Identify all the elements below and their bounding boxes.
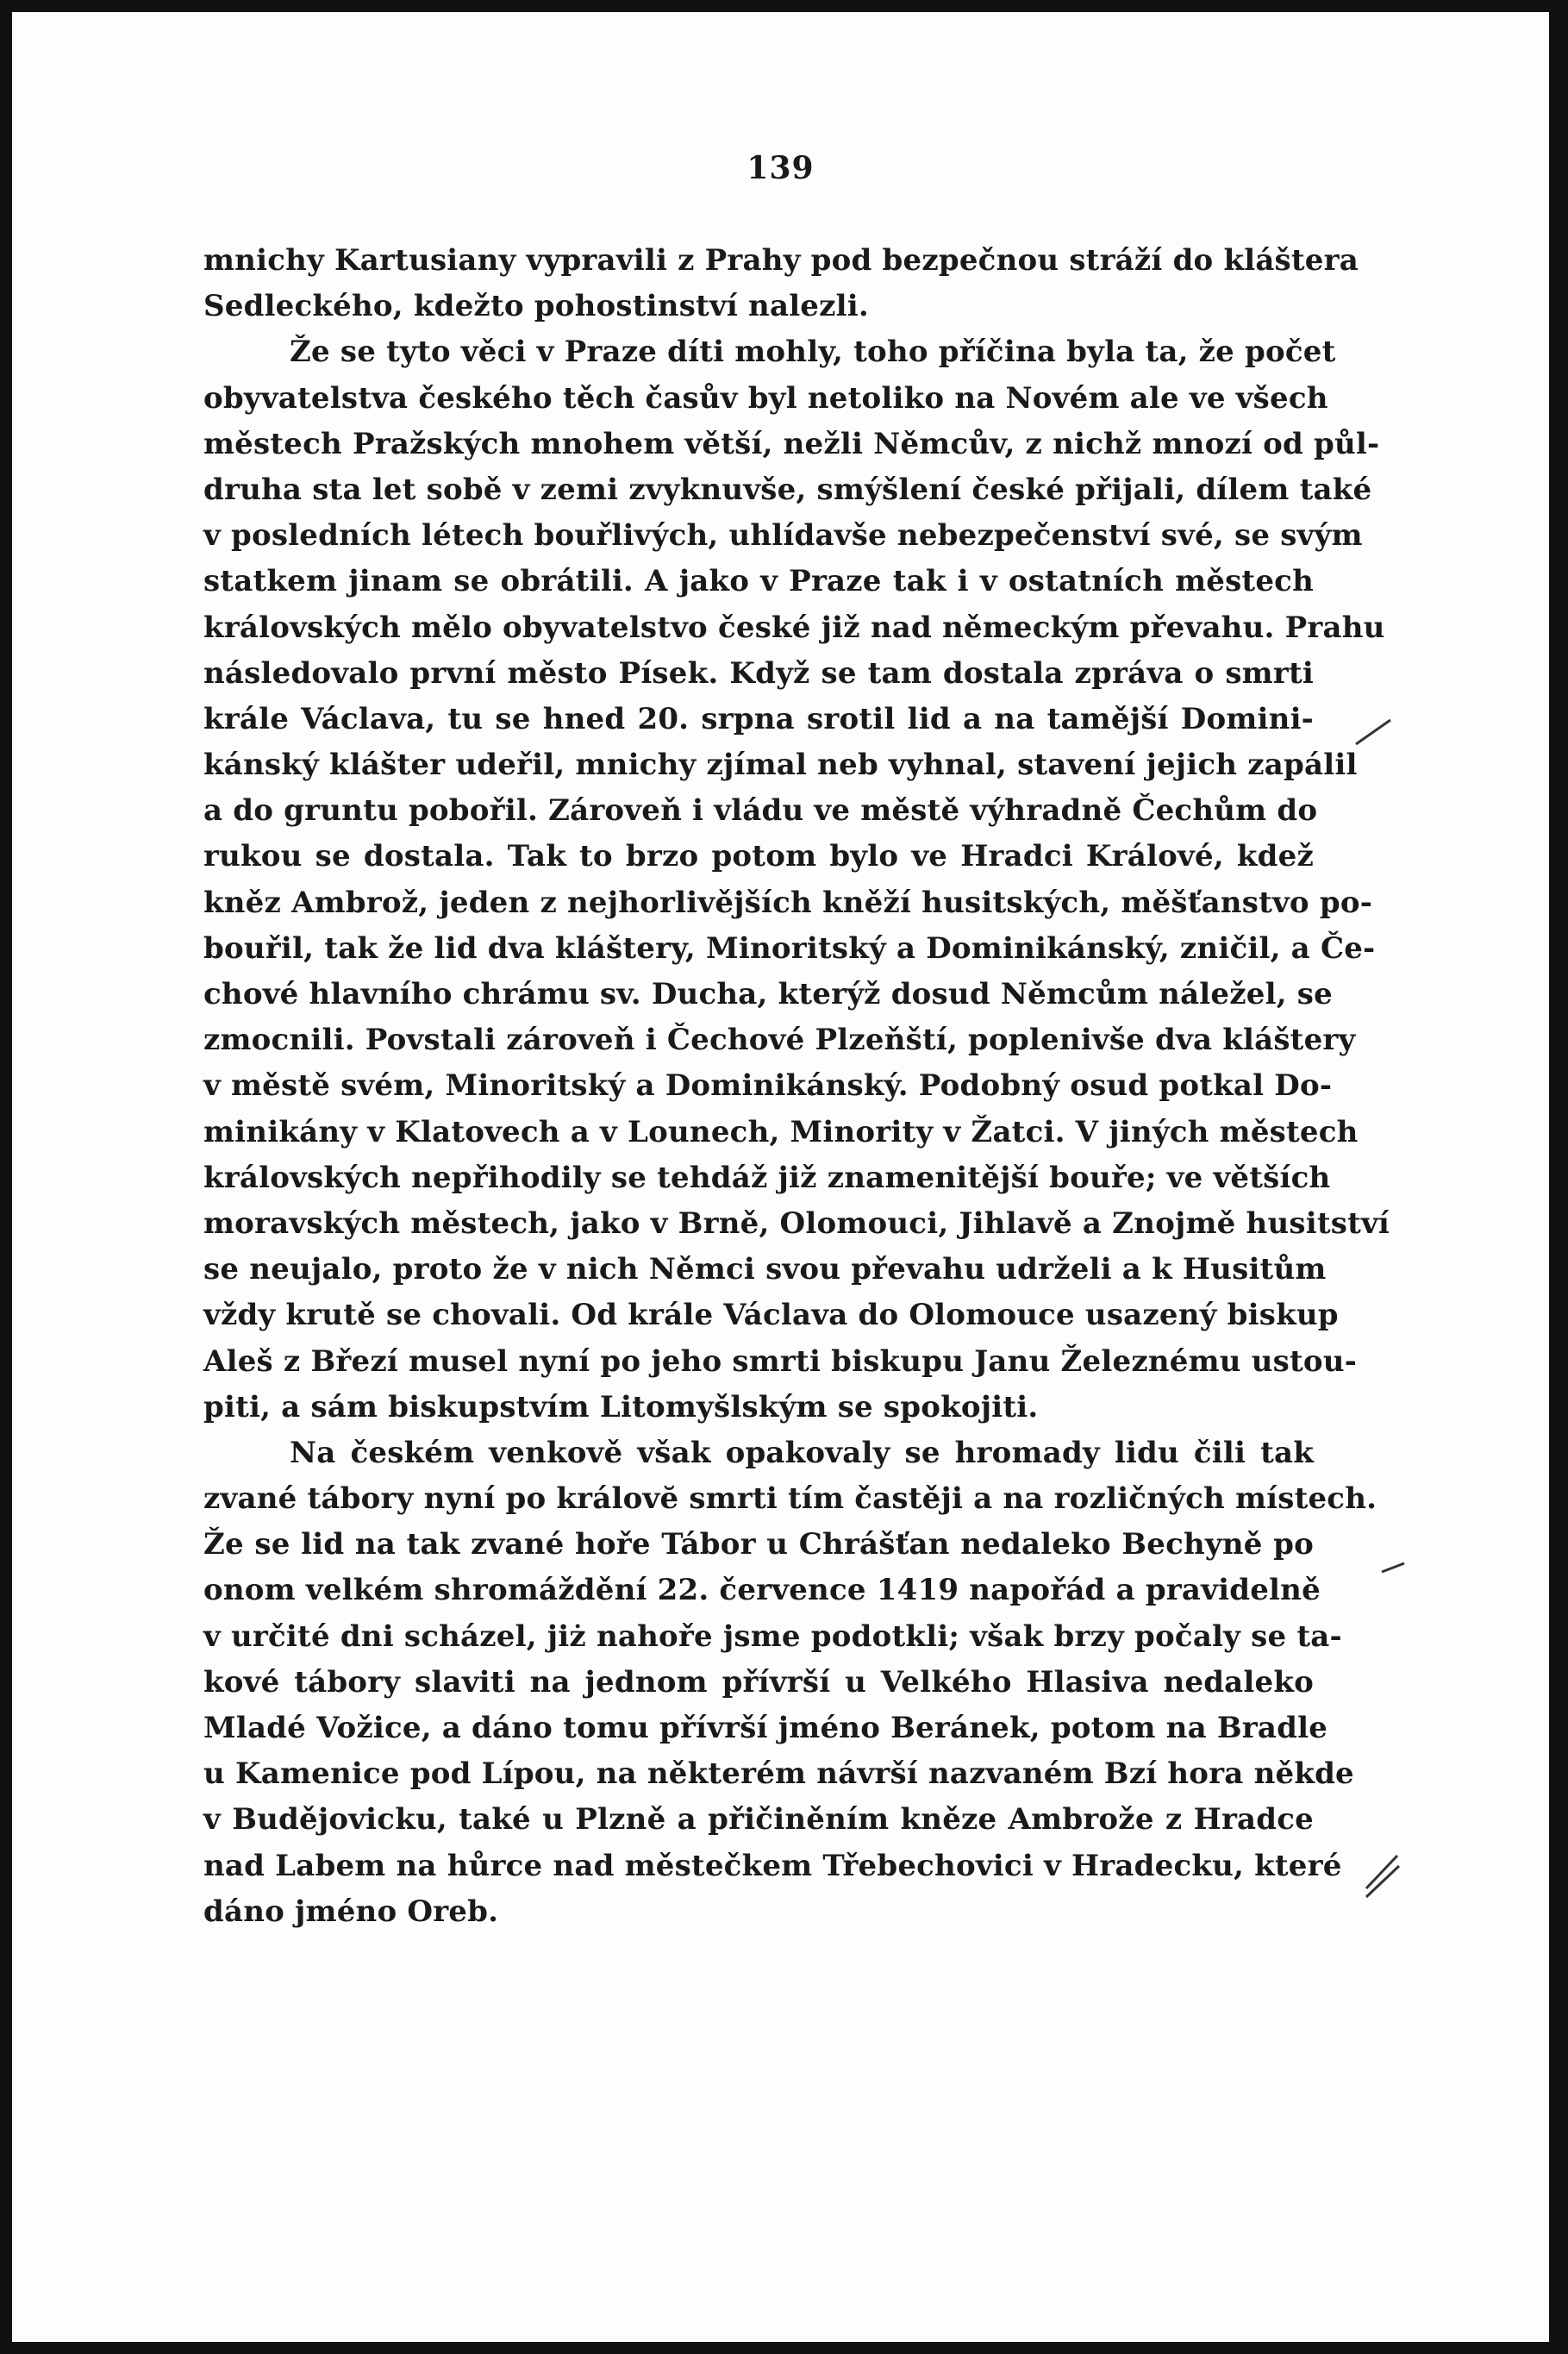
- text-line: Že se lid na tak zvané hoře Tábor u Chrášťan nedaleko Bechyně po: [203, 1527, 1314, 1562]
- text-line: Aleš z Březí musel nyní po jeho smrti biskupu Janu Železnému ustou-: [203, 1343, 1358, 1379]
- text-line: statkem jinam se obrátili. A jako v Praze tak i v ostatních městech: [203, 564, 1314, 599]
- text-line: Sedleckého, kdežto pohostinství nalezli.: [203, 289, 869, 324]
- text-line: onom velkém shromáždění 22. července 1419 napořád a pravidelně: [203, 1573, 1321, 1608]
- text-line: nad Labem na hůrce nad městečkem Třebechovici v Hradecku, které: [203, 1848, 1342, 1883]
- text-line: u Kamenice pod Lípou, na některém návrší nazvaném Bzí hora někde: [203, 1756, 1354, 1792]
- text-line: v městě svém, Minoritský a Dominikánský. Podobný osud potkal Do-: [203, 1068, 1333, 1104]
- text-line: kněz Ambrož, jeden z nejhorlivějších kněží husitských, měšťanstvo po-: [203, 885, 1373, 920]
- margin-mark-2: [1378, 1560, 1413, 1586]
- text-line: a do gruntu pobořil. Zároveň i vládu ve městě výhradně Čechům do: [203, 793, 1318, 829]
- text-line: kánský klášter udeřil, mnichy zjímal neb vyhnal, stavení jejich zapálil: [203, 748, 1358, 783]
- text-line: Že se tyto věci v Praze díti mohly, toho příčina byla ta, že počet: [290, 335, 1336, 370]
- text-line: druha sta let sobě v zemi zvyknuvše, smýšlení české přijali, dílem také: [203, 472, 1372, 507]
- text-line: krále Václava, tu se hned 20. srpna srotil lid a na tamější Domini-: [203, 701, 1314, 736]
- text-line: královských mělo obyvatelstvo české již nad německým převahu. Prahu: [203, 610, 1385, 645]
- text-line: mnichy Kartusiany vypravili z Prahy pod bezpečnou stráží do kláštera: [203, 243, 1359, 278]
- margin-mark-3: [1361, 1849, 1404, 1900]
- text-line: rukou se dostala. Tak to brzo potom bylo ve Hradci Králové, kdež: [203, 839, 1314, 874]
- text-line: Na českém venkově však opakovaly se hromady lidu čili tak: [290, 1435, 1314, 1470]
- text-line: v Budějovicku, také u Plzně a přičiněním kněze Ambrože z Hradce: [203, 1802, 1314, 1837]
- text-line: se neujalo, proto že v nich Němci svou převahu udrželi a k Husitům: [203, 1252, 1327, 1287]
- text-line: v určité dni scházel, jiż nahoře jsme podotkli; však brzy počaly se ta-: [203, 1618, 1342, 1654]
- text-line: chové hlavního chrámu sv. Ducha, kterýž dosud Němcům náležel, se: [203, 977, 1333, 1011]
- text-line: moravských městech, jako v Brně, Olomouci, Jihlavě a Znojmě husitství: [203, 1205, 1390, 1241]
- text-line: bouřil, tak že lid dva kláštery, Minoritský a Dominikánský, zničil, a Če-: [203, 930, 1376, 966]
- text-line: v posledních létech bouřlivých, uhlídavše nebezpečenství své, se svým: [203, 518, 1363, 554]
- text-line: zmocnili. Povstali zároveň i Čechové Plzeňští, poplenivše dva kláštery: [203, 1023, 1356, 1058]
- text-line: následovalo první město Písek. Když se tam dostala zpráva o smrti: [203, 655, 1314, 691]
- text-line: Mladé Vožice, a dáno tomu přívrší jméno Beránek, potom na Bradle: [203, 1711, 1328, 1745]
- margin-mark-1: [1352, 715, 1396, 749]
- text-line: vždy krutě se chovali. Od krále Václava do Olomouce usazený biskup: [203, 1298, 1339, 1333]
- body-text: [203, 238, 1390, 1935]
- text-line: královských nepřihodily se tehdáž již znamenitější bouře; ve větších: [203, 1160, 1331, 1195]
- text-line: minikány v Klatovech a v Lounech, Minority v Žatci. V jiných městech: [203, 1114, 1359, 1149]
- page-number: 139: [747, 150, 815, 186]
- text-line: obyvatelstva českého těch časův byl netoliko na Novém ale ve všech: [203, 380, 1328, 416]
- text-line: městech Pražských mnohem větší, nežli Němcův, z nichž mnozí od půl-: [203, 426, 1380, 461]
- text-line: kové tábory slaviti na jednom přívrší u Velkého Hlasiva nedaleko: [203, 1664, 1314, 1700]
- text-line: piti, a sám biskupstvím Litomyšlským se spokojiti.: [203, 1389, 1039, 1424]
- text-line: dáno jméno Oreb.: [203, 1894, 499, 1929]
- scanned-page: [12, 12, 1549, 2342]
- text-line: zvané tábory nyní po královĕ smrti tím častěji a na rozličných místech.: [203, 1481, 1377, 1517]
